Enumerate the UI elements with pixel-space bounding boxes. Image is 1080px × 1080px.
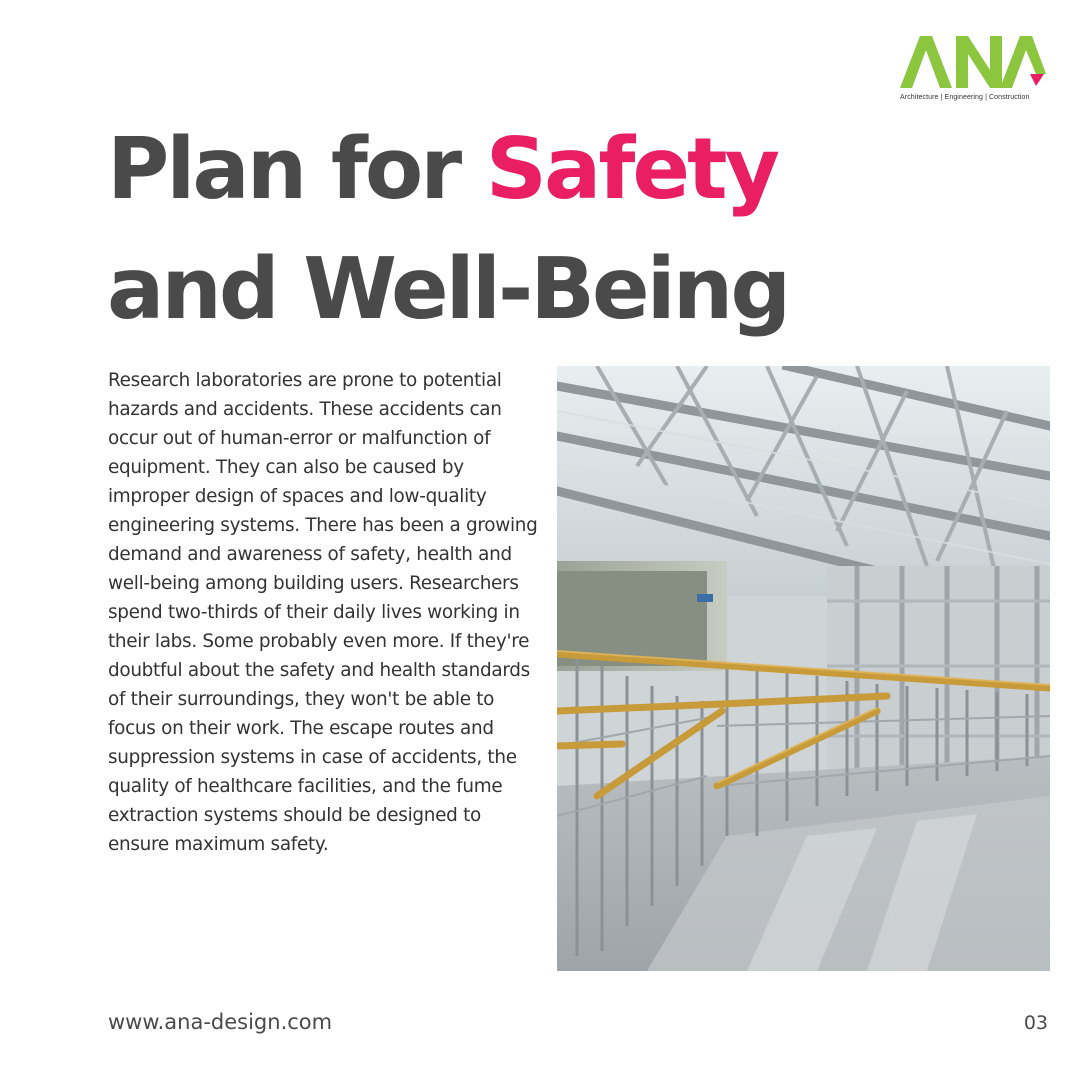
headline-accent: Safety (485, 120, 778, 219)
headline-line-1 (107, 110, 967, 230)
headline-prefix: Plan for (107, 120, 486, 219)
footer-website-link[interactable]: www.ana-design.com (108, 1010, 333, 1034)
page-title (107, 110, 967, 350)
brand-logo (896, 30, 1046, 106)
headline-line-2: and Well-Being (107, 240, 789, 339)
brand-tagline: Architecture | Engineering | Construction (900, 94, 1030, 101)
page-number: 03 (1023, 1012, 1048, 1034)
photo-image (557, 366, 1050, 971)
atrium-stairwell-photo (557, 366, 1050, 971)
body-paragraph: Research laboratories are prone to potential hazards and accidents. These accidents can occur out of human-error or malfunction of equipment. They can also be caused by improper design of spaces and low-quality engineering systems. There has been a growing demand and awareness of safety, health and well-being among building users. Researchers spend two-thirds of their daily lives working in their labs. Some probably even more. If they're doubtful about the safety and health standards of their surroundings, they won't be able to focus on their work. The escape routes and suppression systems in case of accidents, the quality of healthcare facilities, and the fume extraction systems should be designed to ensure maximum safety. (108, 370, 538, 855)
ana-logo-icon (896, 30, 1046, 92)
